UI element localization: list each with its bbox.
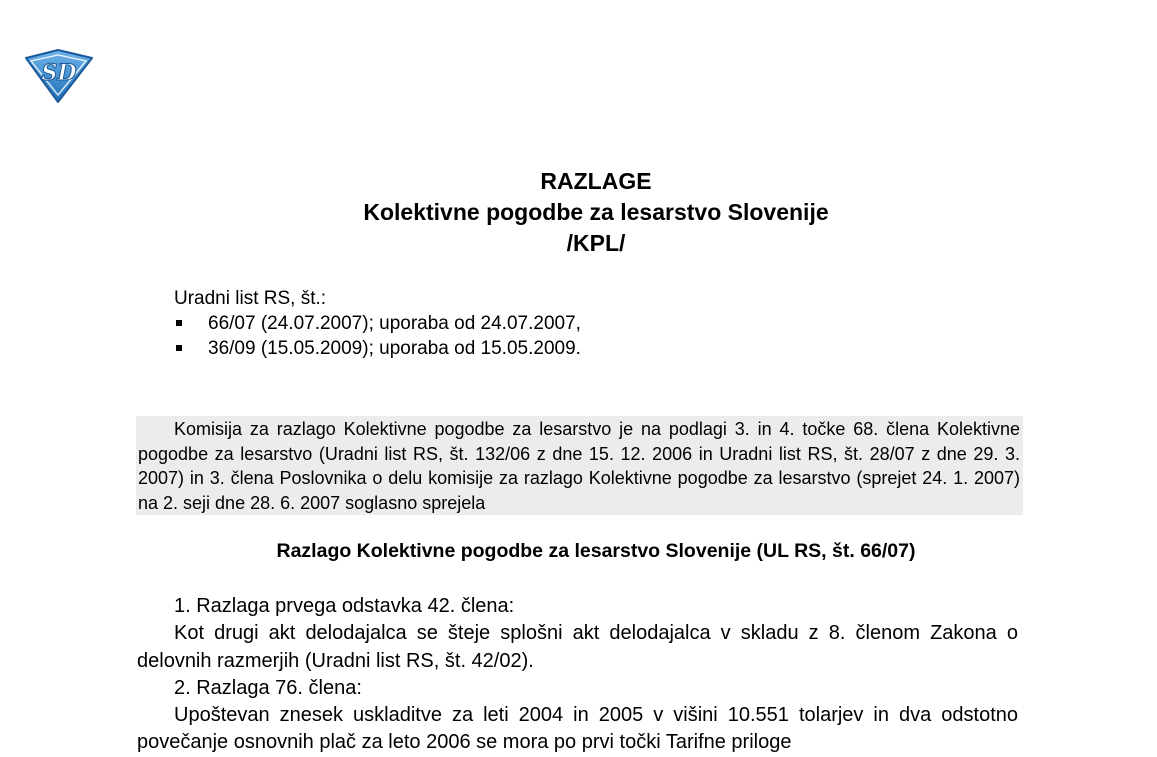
title-line-2: Kolektivne pogodbe za lesarstvo Slovenije xyxy=(363,199,829,225)
preamble-paragraph: Komisija za razlago Kolektivne pogodbe za lesarstvo je na podlagi 3. in 4. točke 68. člena Kolektivne pogodbe za lesarstvo (Uradni list RS, št. 132/06 z dne 15. 12. 2006 in Uradni list RS, št. 28/07 z dne 29. 3. 2007) in 3. člena Poslovnika o delu komisije za razlago Kolektivne pogodbe za lesarstvo (sprejet 24. 1. 2007) na 2. seji dne 28. 6. 2007 soglasno sprejela xyxy=(138,419,1020,513)
item-1-heading: 1. Razlaga prvega odstavka 42. člena: xyxy=(174,595,515,617)
gazette-item-text: 36/09 (15.05.2009); uporaba od 15.05.2009. xyxy=(208,338,581,359)
gazette-label: Uradni list RS, št.: xyxy=(174,288,327,309)
bullet-square-icon xyxy=(176,345,182,351)
item-2-text: Upoštevan znesek uskladitve za leti 2004 in 2005 v višini 10.551 tolarjev in dva odstotno povečanje osnovnih plač za leto 2006 se mora po prvi točki Tarifne priloge xyxy=(137,704,1018,754)
gazette-list-item xyxy=(174,336,581,361)
document-body xyxy=(137,593,1018,757)
title-line-3: /KPL/ xyxy=(566,230,626,256)
svg-text:SD: SD xyxy=(41,60,77,86)
gazette-references xyxy=(174,286,581,361)
item-2-heading: 2. Razlaga 76. člena: xyxy=(174,676,362,699)
document-title xyxy=(0,166,1157,259)
title-line-1: RAZLAGE xyxy=(540,168,652,194)
bullet-square-icon xyxy=(176,320,182,326)
gazette-item-text: 66/07 (24.07.2007); uporaba od 24.07.2007, xyxy=(208,313,581,334)
gazette-list-item xyxy=(174,311,581,336)
section-heading: Razlago Kolektivne pogodbe za lesarstvo Slovenije (UL RS, št. 66/07) xyxy=(276,540,916,562)
item-1-text: Kot drugi akt delodajalca se šteje splošni akt delodajalca v skladu z 8. členom Zakona o delovnih razmerjih (Uradni list RS, št. 42/02). xyxy=(137,622,1018,672)
sd-logo-icon xyxy=(22,48,96,104)
